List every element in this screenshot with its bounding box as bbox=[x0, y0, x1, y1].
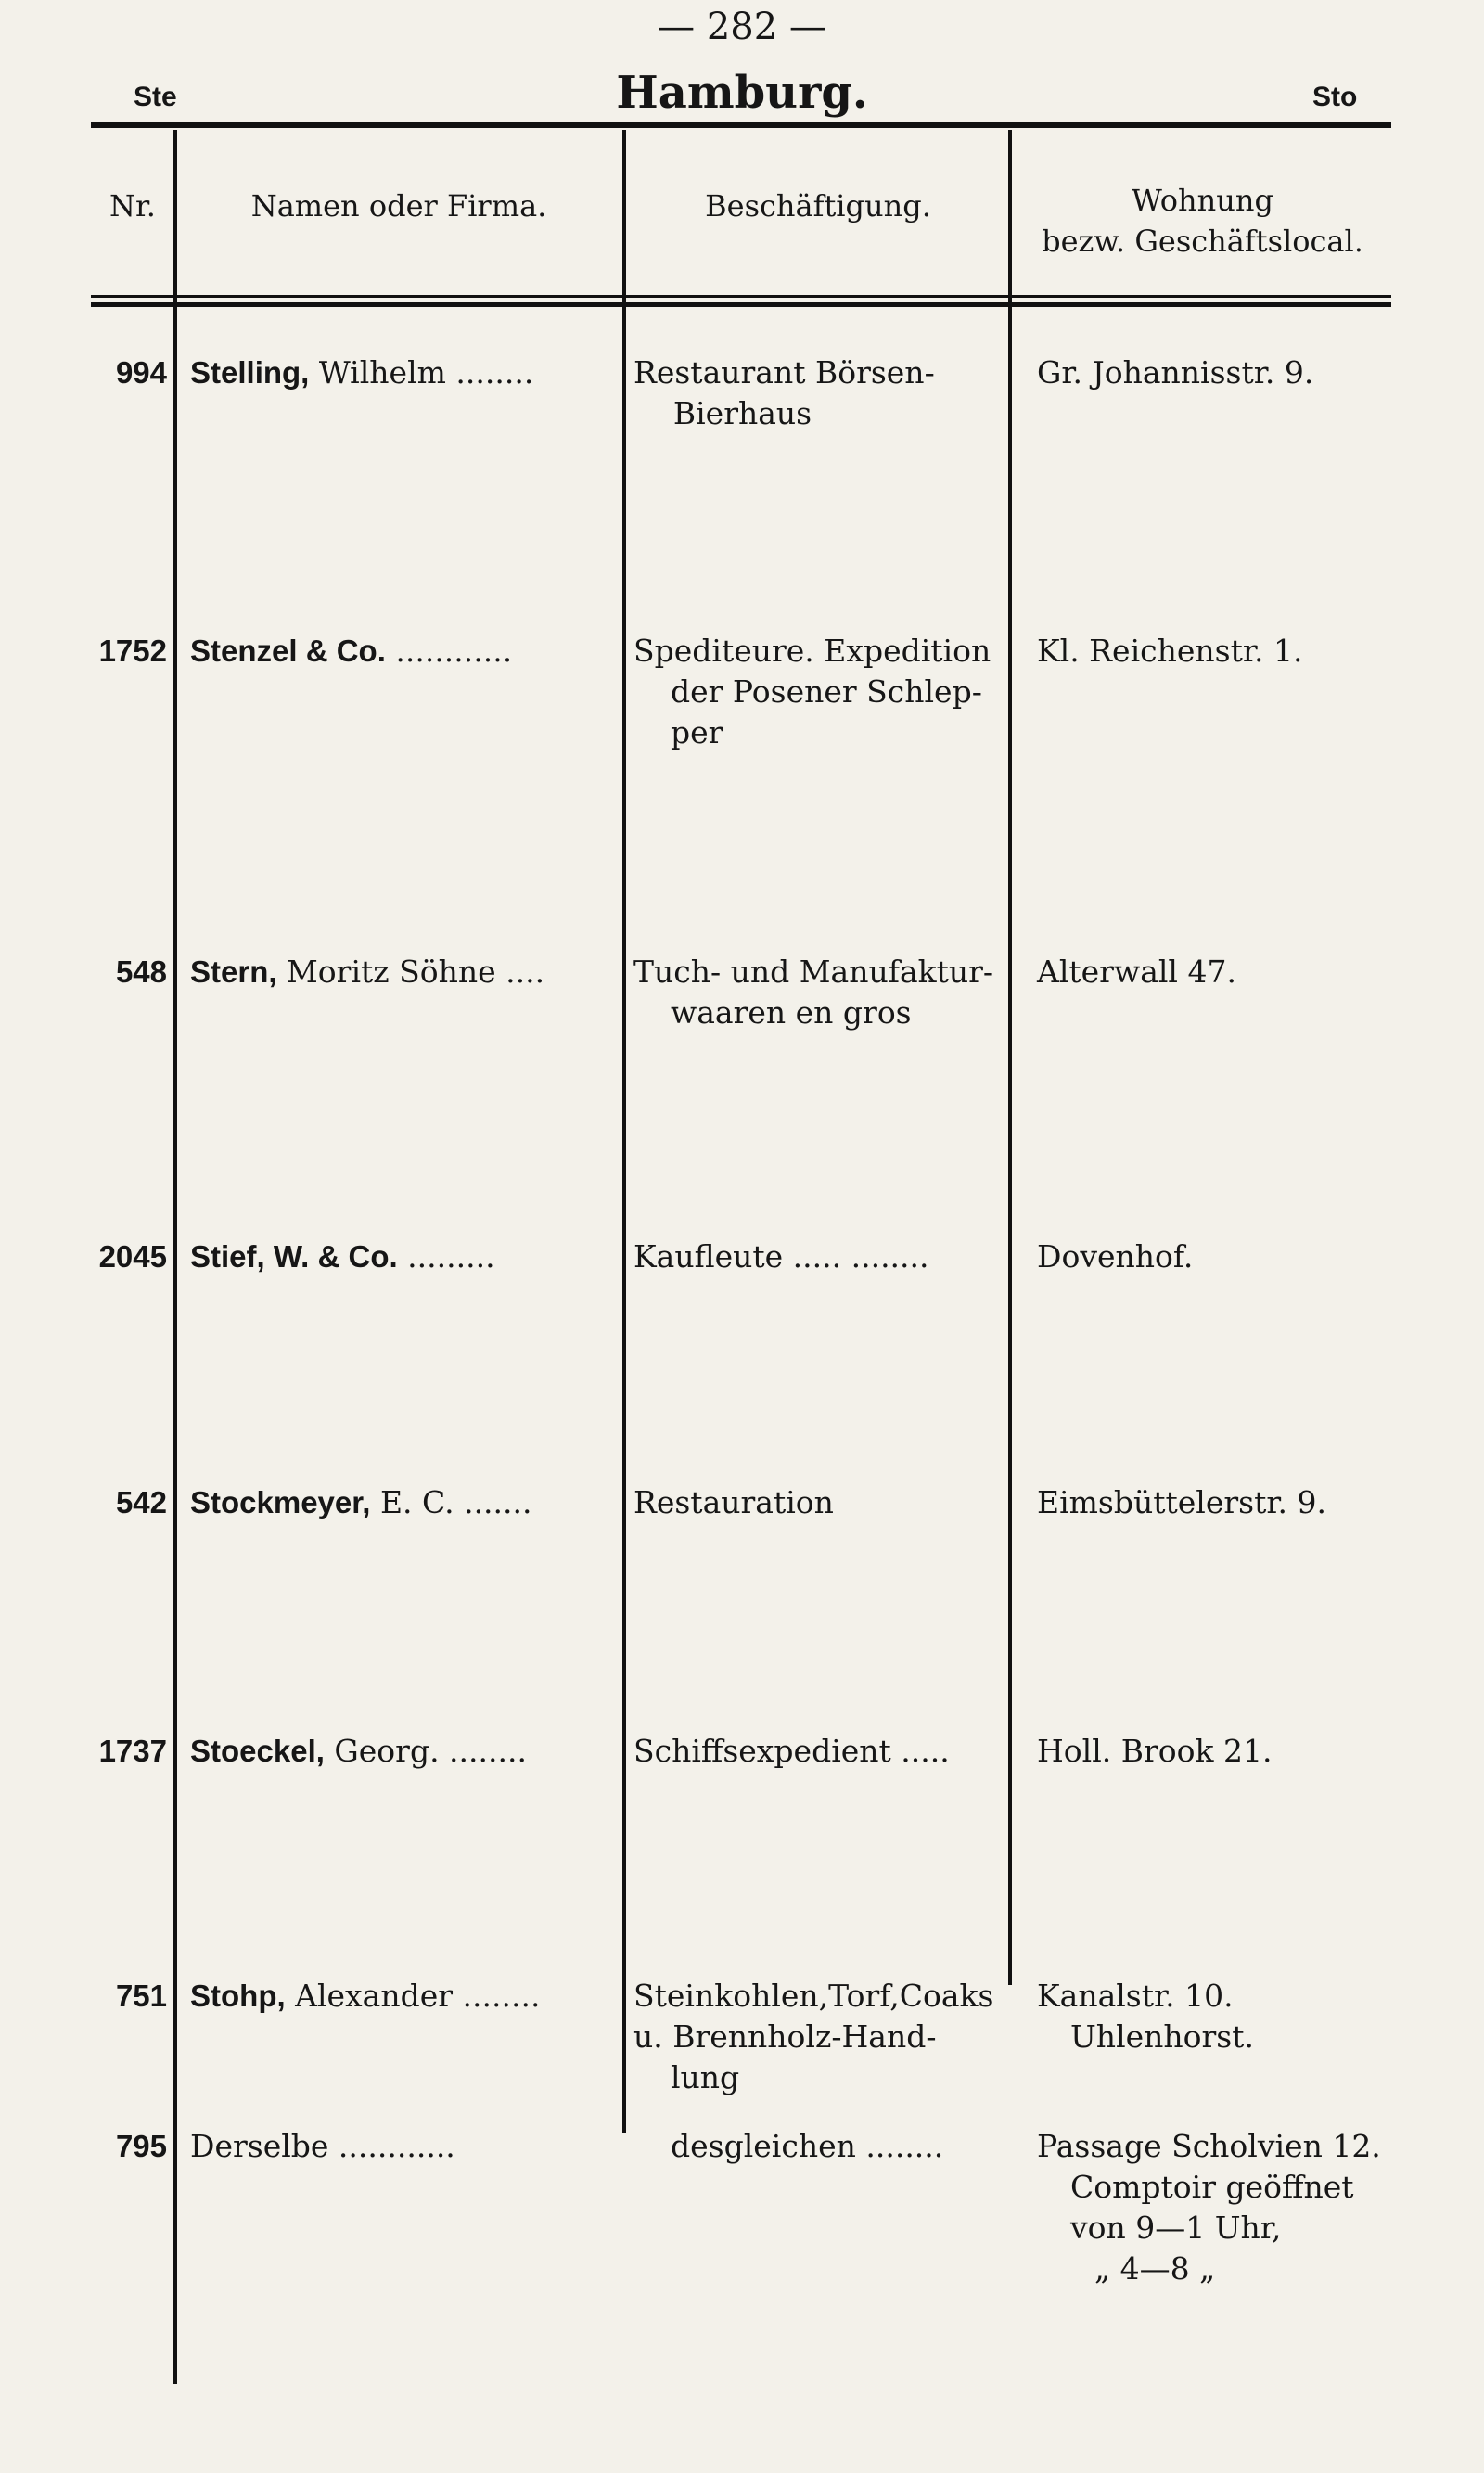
page-number: — 282 — bbox=[658, 6, 826, 48]
entry-number: 542 bbox=[115, 1485, 167, 1519]
entry-name bbox=[190, 1236, 621, 1277]
entry-occupation bbox=[633, 352, 1004, 434]
entry-occupation bbox=[633, 952, 1004, 1033]
address-line: „ 4—8 „ bbox=[1094, 2250, 1216, 2287]
entry-name-bold: Stief, W. & Co. bbox=[190, 1239, 398, 1274]
entry-name-rest: Wilhelm ........ bbox=[309, 354, 534, 391]
entry-address bbox=[1037, 1482, 1389, 1523]
entry-occupation bbox=[633, 2126, 1004, 2167]
entry-name-bold: Stelling, bbox=[190, 355, 310, 390]
column-divider-1 bbox=[173, 130, 177, 2384]
address-line: Dovenhof. bbox=[1037, 1238, 1194, 1275]
column-divider-3 bbox=[1008, 130, 1012, 1985]
entry-number: 548 bbox=[115, 955, 167, 989]
entry-occupation bbox=[633, 1236, 1004, 1277]
occupation-line: Spediteure. Expedition bbox=[633, 633, 991, 669]
address-line: Uhlenhorst. bbox=[1070, 2018, 1254, 2055]
entry-name-rest: Georg. ........ bbox=[324, 1733, 527, 1769]
address-line: Kanalstr. 10. bbox=[1037, 1978, 1234, 2014]
address-line: Gr. Johannisstr. 9. bbox=[1037, 354, 1314, 391]
entry-name-rest: ............ bbox=[385, 633, 513, 669]
occupation-line: per bbox=[671, 714, 723, 750]
entry-name-bold: Stoeckel, bbox=[190, 1734, 325, 1768]
entry-name bbox=[190, 1731, 621, 1772]
occupation-line: der Posener Schlep- bbox=[671, 673, 982, 710]
column-header-address bbox=[1014, 180, 1391, 262]
entry-name-rest: ......... bbox=[397, 1238, 495, 1275]
occupation-line: u. Brennholz-Hand- bbox=[633, 2018, 937, 2055]
entry-number: 2045 bbox=[98, 1239, 167, 1274]
entry-address bbox=[1037, 631, 1389, 672]
entry-name-rest: Derselbe ............ bbox=[190, 2128, 455, 2164]
column-header-nr: Nr. bbox=[109, 188, 156, 224]
entry-name bbox=[190, 352, 621, 393]
entry-name-rest: E. C. ....... bbox=[370, 1484, 532, 1520]
top-rule bbox=[91, 122, 1391, 128]
entry-occupation bbox=[633, 1976, 1004, 2098]
occupation-line: Kaufleute ..... ........ bbox=[633, 1238, 929, 1275]
occupation-line: Restaurant Börsen- bbox=[633, 354, 935, 391]
column-header-address-line1: Wohnung bbox=[1132, 183, 1273, 218]
page-title: Hamburg. bbox=[616, 67, 868, 119]
entry-name-rest: Moritz Söhne .... bbox=[276, 954, 545, 990]
entry-address bbox=[1037, 2126, 1389, 2289]
occupation-line: Schiffsexpedient ..... bbox=[633, 1733, 950, 1769]
occupation-line: lung bbox=[671, 2059, 740, 2095]
column-header-address-line2: bezw. Geschäftslocal. bbox=[1042, 224, 1363, 259]
entry-address bbox=[1037, 1976, 1389, 2057]
entry-number: 1737 bbox=[98, 1734, 167, 1768]
address-line: Comptoir geöffnet bbox=[1070, 2169, 1354, 2205]
address-line: Holl. Brook 21. bbox=[1037, 1733, 1273, 1769]
occupation-line: Bierhaus bbox=[672, 395, 812, 431]
entry-occupation bbox=[633, 631, 1004, 753]
address-line: Alterwall 47. bbox=[1037, 954, 1236, 990]
entry-name bbox=[190, 631, 621, 672]
occupation-line: Steinkohlen,Torf,Coaks bbox=[633, 1978, 994, 2014]
entry-address bbox=[1037, 1731, 1389, 1772]
column-divider-2 bbox=[622, 130, 626, 2133]
entry-address bbox=[1037, 952, 1389, 993]
entry-name-bold: Stockmeyer, bbox=[190, 1485, 371, 1519]
address-line: von 9—1 Uhr, bbox=[1070, 2210, 1282, 2246]
occupation-line: desgleichen ........ bbox=[671, 2128, 944, 2164]
column-header-occupation: Beschäftigung. bbox=[705, 188, 931, 224]
column-header-name: Namen oder Firma. bbox=[250, 188, 547, 224]
entry-name bbox=[190, 2126, 621, 2167]
entry-occupation bbox=[633, 1482, 1004, 1523]
occupation-line: Tuch- und Manufaktur- bbox=[633, 954, 994, 990]
entry-number: 795 bbox=[115, 2129, 167, 2163]
header-rule-thin bbox=[91, 295, 1391, 298]
corner-label-right: Sto bbox=[1312, 82, 1358, 112]
entry-name bbox=[190, 952, 621, 993]
entry-name-rest: Alexander ........ bbox=[285, 1978, 541, 2014]
entry-name-bold: Stern, bbox=[190, 955, 277, 989]
address-line: Kl. Reichenstr. 1. bbox=[1037, 633, 1303, 669]
entry-name bbox=[190, 1976, 621, 2017]
entry-number: 751 bbox=[115, 1979, 167, 2013]
entry-name-bold: Stohp, bbox=[190, 1979, 286, 2013]
occupation-line: waaren en gros bbox=[671, 994, 912, 1031]
entry-address bbox=[1037, 1236, 1389, 1277]
corner-label-left: Ste bbox=[134, 82, 177, 112]
entry-number: 994 bbox=[115, 355, 167, 390]
entry-name-bold: Stenzel & Co. bbox=[190, 634, 386, 668]
header-rule-thick bbox=[91, 302, 1391, 307]
occupation-line: Restauration bbox=[633, 1484, 834, 1520]
entry-occupation bbox=[633, 1731, 1004, 1772]
entry-number: 1752 bbox=[98, 634, 167, 668]
entry-address bbox=[1037, 352, 1389, 393]
address-line: Eimsbüttelerstr. 9. bbox=[1037, 1484, 1326, 1520]
entry-name bbox=[190, 1482, 621, 1523]
address-line: Passage Scholvien 12. bbox=[1037, 2128, 1381, 2164]
